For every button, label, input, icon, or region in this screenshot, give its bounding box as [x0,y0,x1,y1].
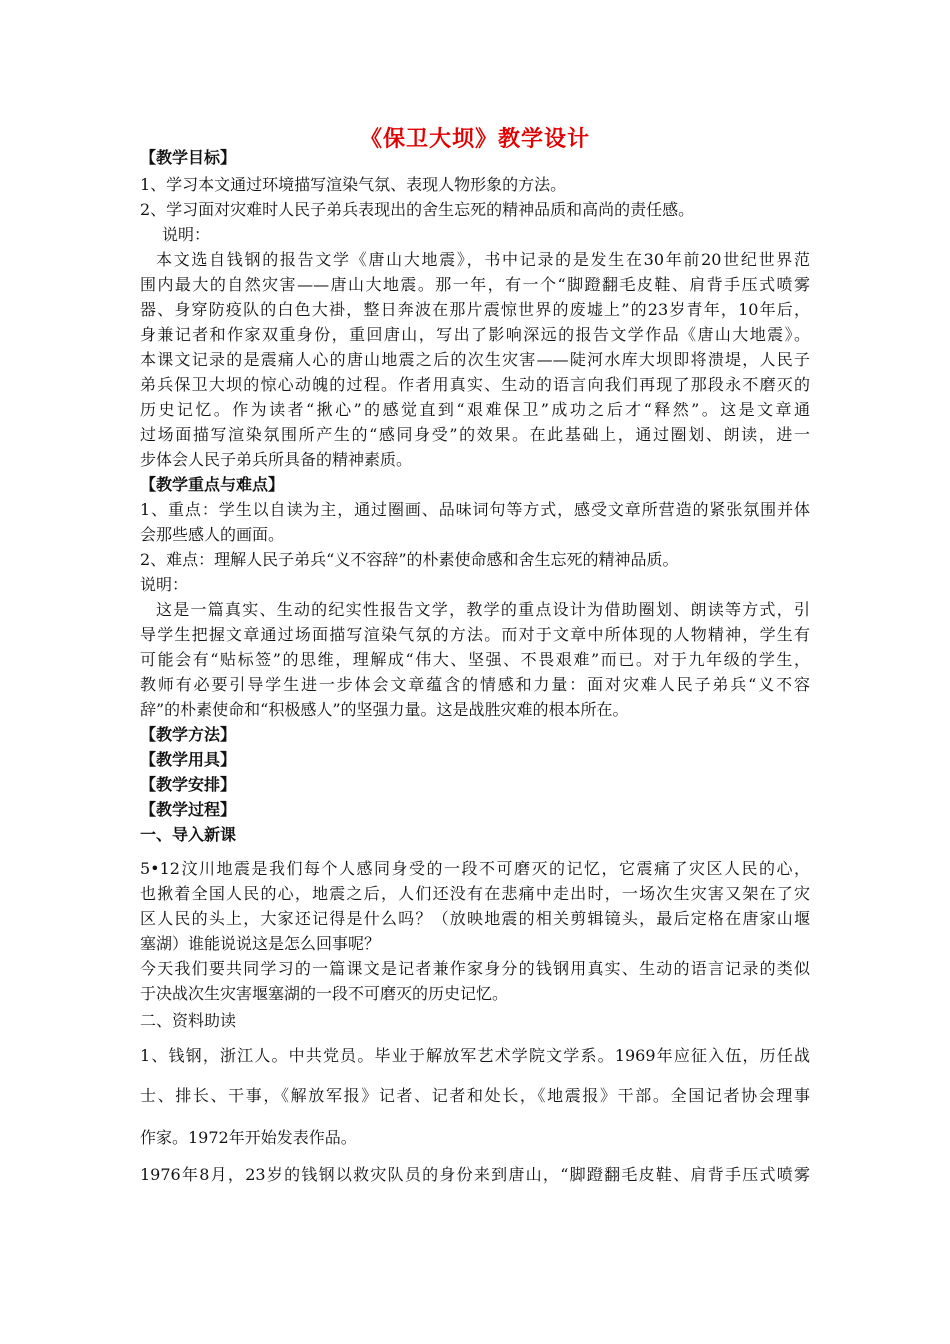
paragraph-line: 士、排长、干事，《解放军报》记者、记者和处长，《地震报》干部。全国记者协会理事 [140,1086,810,1105]
paragraph-line: 历史记忆。作为读者“揪心”的感觉直到“艰难保卫”成功之后才“释然”。这是文章通 [140,400,810,419]
paragraph-line: 1、钱钢，浙江人。中共党员。毕业于解放军艺术学院文学系。1969年应征入伍，历任战 [140,1046,810,1065]
paragraph-line: 围内最大的自然灾害——唐山大地震。那一年，有一个“脚蹬翻毛皮鞋、肩背手压式喷雾 [140,275,810,294]
note-label: 说明： [162,225,211,244]
heading-teaching-process: 【教学过程】 [140,800,237,819]
paragraph-line: 本文选自钱钢的报告文学《唐山大地震》，书中记录的是发生在30年前20世纪世界范 [156,250,810,269]
goal-1: 1、学习本文通过环境描写渲染气氛、表现人物形象的方法。 [140,175,567,194]
paragraph-line: 这是一篇真实、生动的纪实性报告文学，教学的重点设计为借助圈划、朗读等方式，引 [156,600,810,619]
paragraph-line: 也揪着全国人民的心，地震之后，人们还没有在悲痛中走出时，一场次生灾害又架在了灾 [140,884,810,903]
paragraph-line: 器、身穿防疫队的白色大褂，整日奔波在那片震惊世界的废墟上”的23岁青年，10年后， [140,300,810,319]
paragraph-line: 步体会人民子弟兵所具备的精神素质。 [140,450,413,469]
paragraph-line: 可能会有“贴标签”的思维，理解成“伟大、坚强、不畏艰难”而已。对于九年级的学生， [140,650,810,669]
paragraph-line: 5•12汶川地震是我们每个人感同身受的一段不可磨灭的记忆，它震痛了灾区人民的心， [140,859,810,878]
section-reading-material: 二、资料助读 [140,1011,237,1030]
key-point-2: 2、难点：理解人民子弟兵“义不容辞”的朴素使命感和舍生忘死的精神品质。 [140,550,679,569]
heading-teaching-tools: 【教学用具】 [140,750,237,769]
paragraph-line: 本课文记录的是震痛人心的唐山地震之后的次生灾害——陡河水库大坝即将溃堤，人民子 [140,350,810,369]
key-point-1-cont: 会那些感人的画面。 [140,525,285,544]
paragraph-line: 塞湖）谁能说说这是怎么回事呢？ [140,934,381,953]
paragraph-line: 于决战次生灾害堰塞湖的一段不可磨灭的历史记忆。 [140,984,509,1003]
paragraph-line: 弟兵保卫大坝的惊心动魄的过程。作者用真实、生动的语言向我们再现了那段永不磨灭的 [140,375,810,394]
key-point-1: 1、重点：学生以自读为主，通过圈画、品味词句等方式，感受文章所营造的紧张氛围并体 [140,500,810,519]
page-title: 《保卫大坝》教学设计 [359,127,590,152]
heading-teaching-schedule: 【教学安排】 [140,775,237,794]
paragraph-line: 身兼记者和作家双重身份，重回唐山，写出了影响深远的报告文学作品《唐山大地震》。 [140,325,810,344]
heading-teaching-method: 【教学方法】 [140,725,237,744]
paragraph-line: 辞”的朴素使命和“积极感人”的坚强力量。这是战胜灾难的根本所在。 [140,700,629,719]
goal-2: 2、学习面对灾难时人民子弟兵表现出的舍生忘死的精神品质和高尚的责任感。 [140,200,695,219]
heading-teaching-goals: 【教学目标】 [140,148,237,167]
paragraph-line: 教师有必要引导学生进一步体会文章蕴含的情感和力量：面对灾难人民子弟兵“义不容 [140,675,810,694]
paragraph-line: 今天我们要共同学习的一篇课文是记者兼作家身分的钱钢用真实、生动的语言记录的类似 [140,959,810,978]
paragraph-line: 导学生把握文章通过场面描写渲染气氛的方法。而对于文章中所体现的人物精神，学生有 [140,625,810,644]
heading-key-points: 【教学重点与难点】 [140,475,285,494]
section-intro: 一、导入新课 [140,825,237,844]
paragraph-line: 作家。1972年开始发表作品。 [140,1128,357,1147]
paragraph-line: 过场面描写渲染氛围所产生的“感同身受”的效果。在此基础上，通过圈划、朗读，进一 [140,425,810,444]
paragraph-line: 1976年8月，23岁的钱钢以救灾队员的身份来到唐山，“脚蹬翻毛皮鞋、肩背手压式喷雾 [140,1165,810,1184]
paragraph-line: 区人民的头上，大家还记得是什么吗？（放映地震的相关剪辑镜头，最后定格在唐家山堰 [140,909,810,928]
note-label: 说明： [140,575,189,594]
